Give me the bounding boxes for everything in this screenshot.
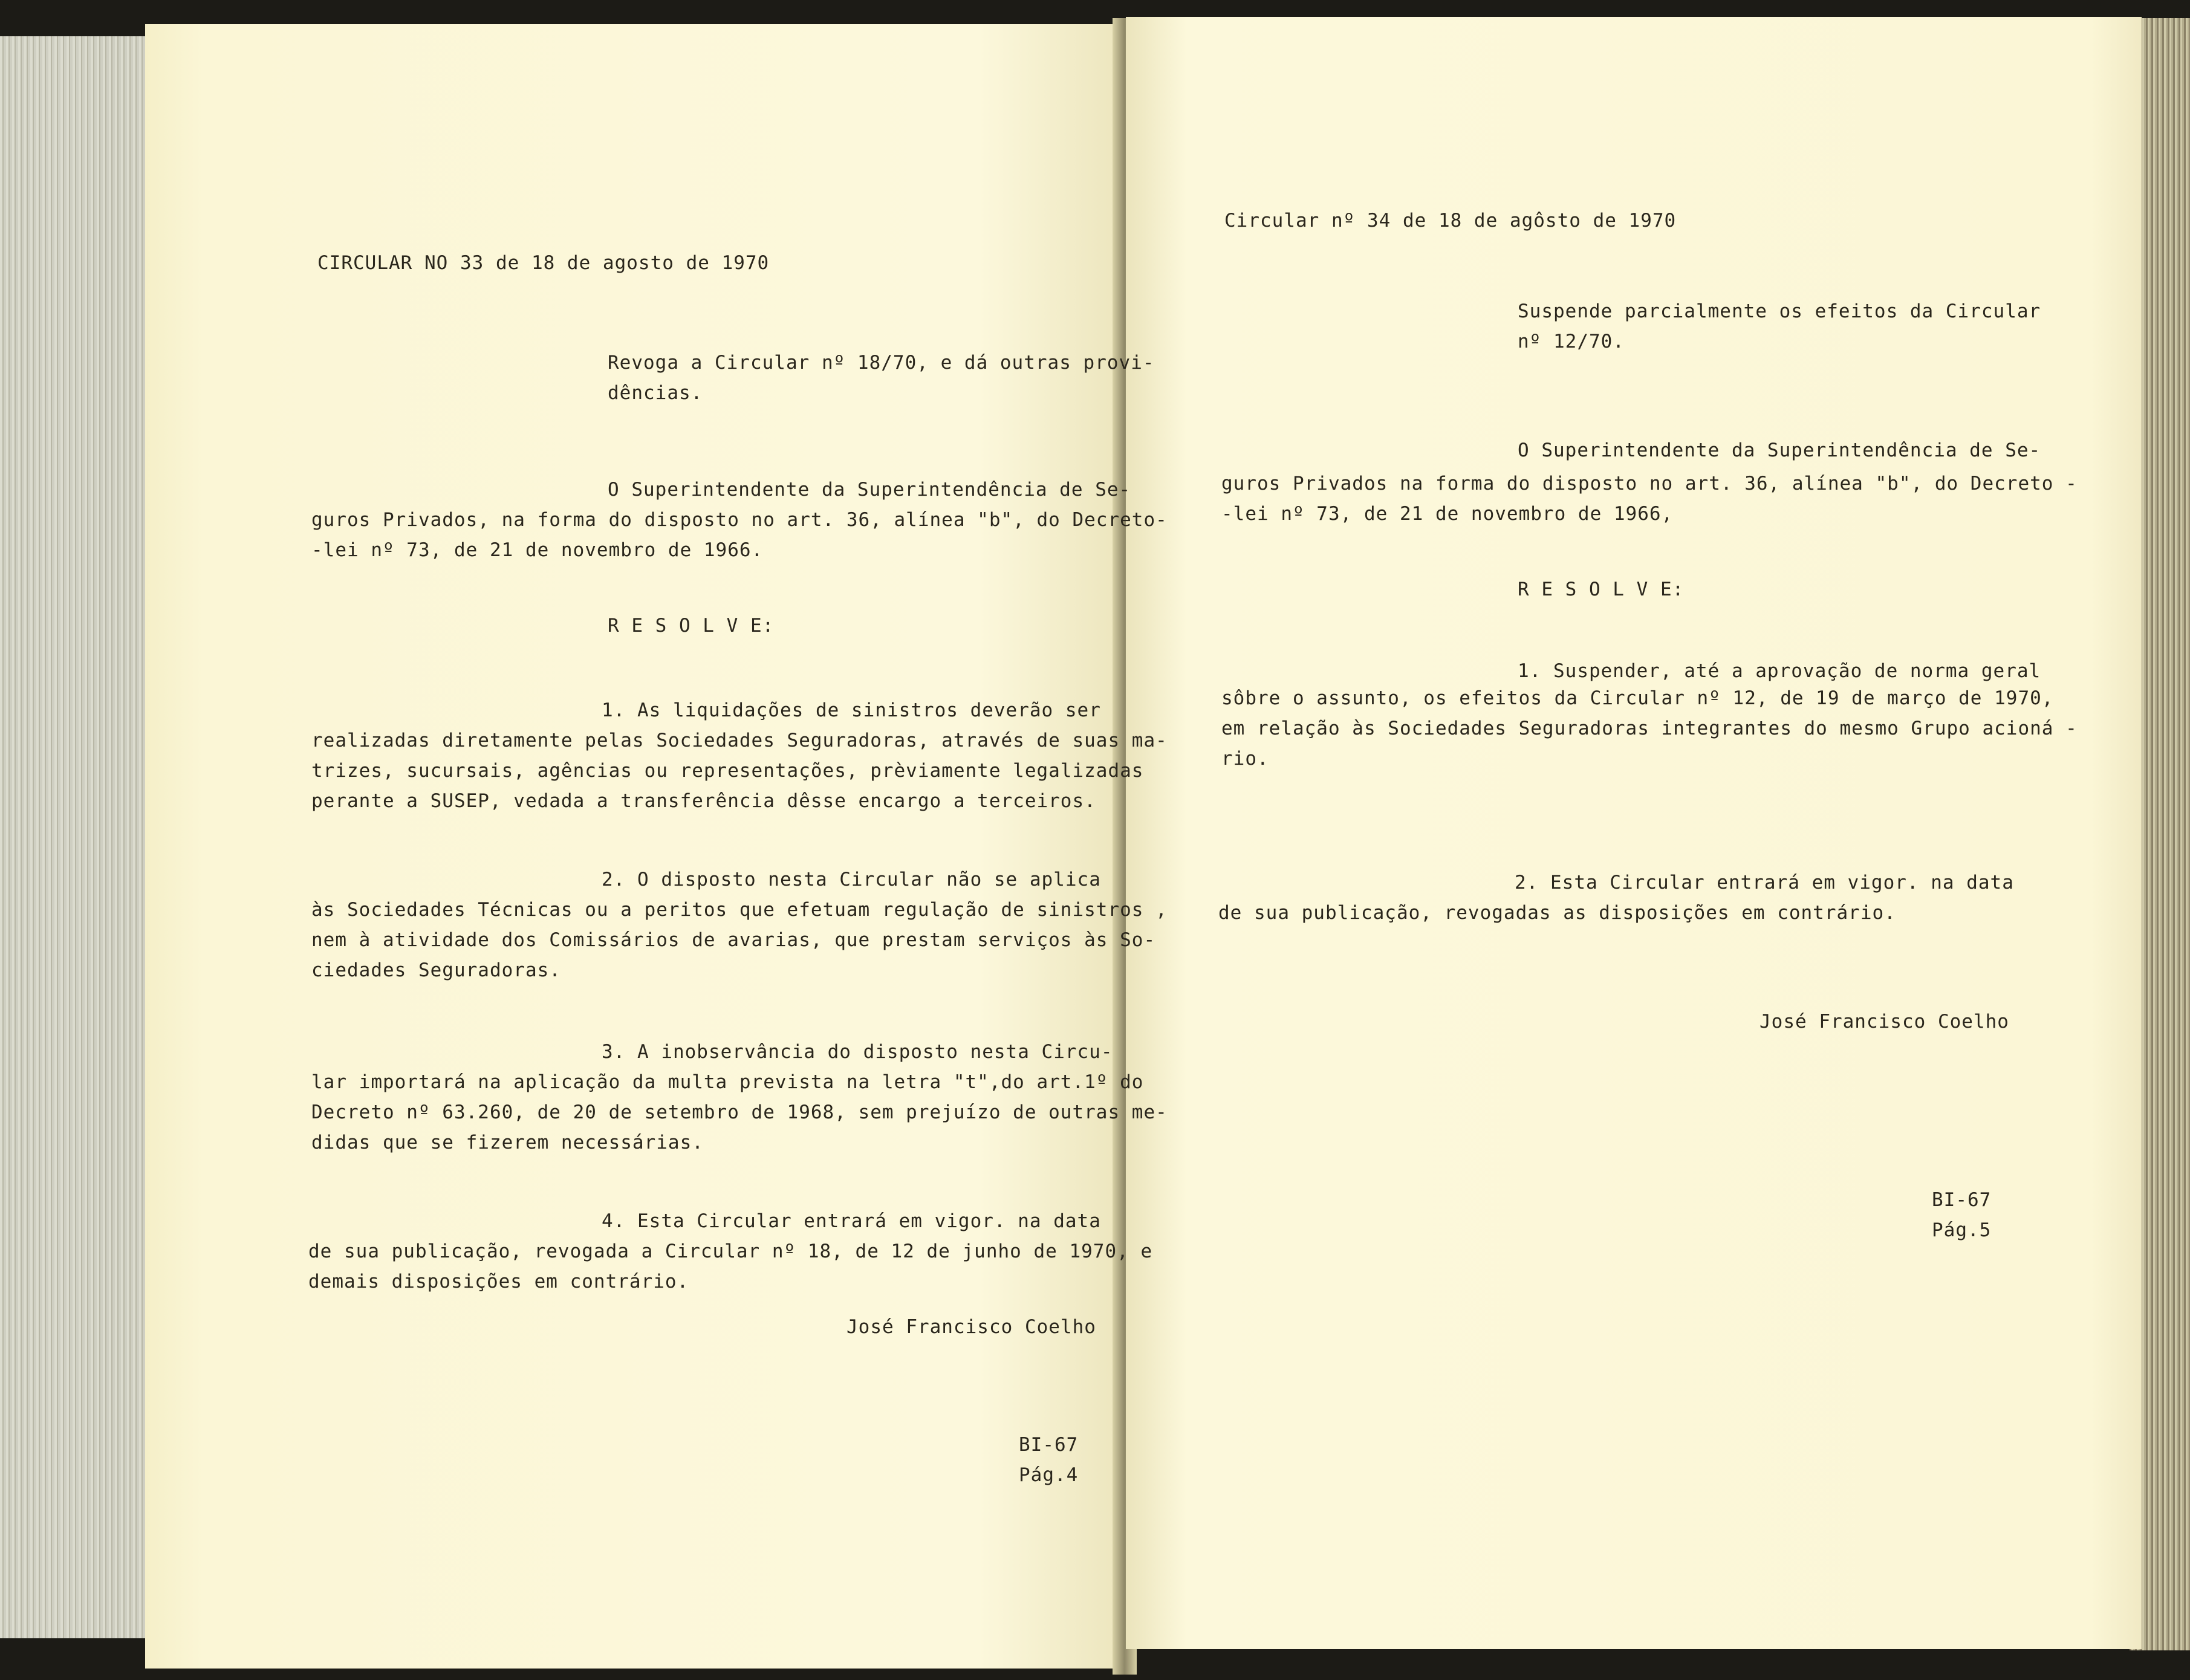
right-reference: BI-67 [1932,1189,1992,1211]
left-preamble-line-2: guros Privados, na forma do disposto no art. 36, alínea "b", do Decreto- [311,509,1168,531]
left-item3-line-1: 3. A inobservância do disposto nesta Circu- [602,1041,1113,1063]
right-item2-line-1: 2. Esta Circular entrará em vigor. na data [1515,872,2014,894]
left-item3-line-3: Decreto nº 63.260, de 20 de setembro de 1968, sem prejuízo de outras me- [311,1101,1168,1123]
left-summary-line-1: Revoga a Circular nº 18/70, e dá outras provi- [608,352,1155,374]
left-item4-line-3: demais disposições em contrário. [308,1271,689,1292]
left-item2-line-2: às Sociedades Técnicas ou a peritos que efetuam regulação de sinistros , [311,899,1168,921]
right-preamble-line-2: guros Privados na forma do disposto no art. 36, alínea "b", do Decreto - [1221,473,2078,495]
right-item1-line-4: rio. [1221,748,1269,770]
left-page-number: Pág.4 [1019,1464,1079,1486]
left-item3-line-4: didas que se fizerem necessárias. [311,1132,704,1153]
right-summary-line-2: nº 12/70. [1518,331,1625,352]
right-page-number: Pág.5 [1932,1219,1992,1241]
left-preamble-line-1: O Superintendente da Superintendência de Se- [608,479,1131,501]
right-page [1126,17,2142,1649]
right-item2-line-2: de sua publicação, revogadas as disposições em contrário. [1218,902,1896,924]
left-item1-line-3: trizes, sucursais, agências ou representações, prèviamente legalizadas [311,760,1144,782]
left-item4-line-1: 4. Esta Circular entrará em vigor. na data [602,1210,1101,1232]
right-item1-line-1: 1. Suspender, até a aprovação de norma geral [1518,660,2041,682]
right-summary-line-1: Suspende parcialmente os efeitos da Circular [1518,300,2041,322]
left-item1-line-1: 1. As liquidações de sinistros deverão ser [602,699,1101,721]
left-item1-line-2: realizadas diretamente pelas Sociedades Seguradoras, através de suas ma- [311,730,1168,751]
right-preamble-line-1: O Superintendente da Superintendência de Se- [1518,439,2041,461]
left-item3-line-2: lar importará na aplicação da multa prevista na letra "t",do art.1º do [311,1071,1144,1093]
right-signature: José Francisco Coelho [1759,1011,2009,1033]
left-item2-line-1: 2. O disposto nesta Circular não se aplica [602,869,1101,890]
left-item4-line-2: de sua publicação, revogada a Circular nº 18, de 12 de junho de 1970, e [308,1241,1153,1262]
right-item1-line-2: sôbre o assunto, os efeitos da Circular nº 12, de 19 de março de 1970, [1221,687,2054,709]
left-summary-line-2: dências. [608,382,703,404]
left-heading: CIRCULAR NO 33 de 18 de agosto de 1970 [317,252,770,274]
right-resolve: R E S O L V E: [1518,579,1685,600]
book-page-edges-left [0,36,151,1638]
left-reference: BI-67 [1019,1434,1079,1456]
left-signature: José Francisco Coelho [846,1316,1096,1338]
left-item1-line-4: perante a SUSEP, vedada a transferência dêsse encargo a terceiros. [311,790,1096,812]
right-heading: Circular nº 34 de 18 de agôsto de 1970 [1224,210,1677,232]
left-item2-line-4: ciedades Seguradoras. [311,959,561,981]
right-preamble-line-3: -lei nº 73, de 21 de novembro de 1966, [1221,503,1674,525]
left-item2-line-3: nem à atividade dos Comissários de avarias, que prestam serviços às So- [311,929,1156,951]
left-resolve: R E S O L V E: [608,615,775,637]
right-item1-line-3: em relação às Sociedades Seguradoras integrantes do mesmo Grupo acioná - [1221,718,2078,739]
left-preamble-line-3: -lei nº 73, de 21 de novembro de 1966. [311,539,764,561]
